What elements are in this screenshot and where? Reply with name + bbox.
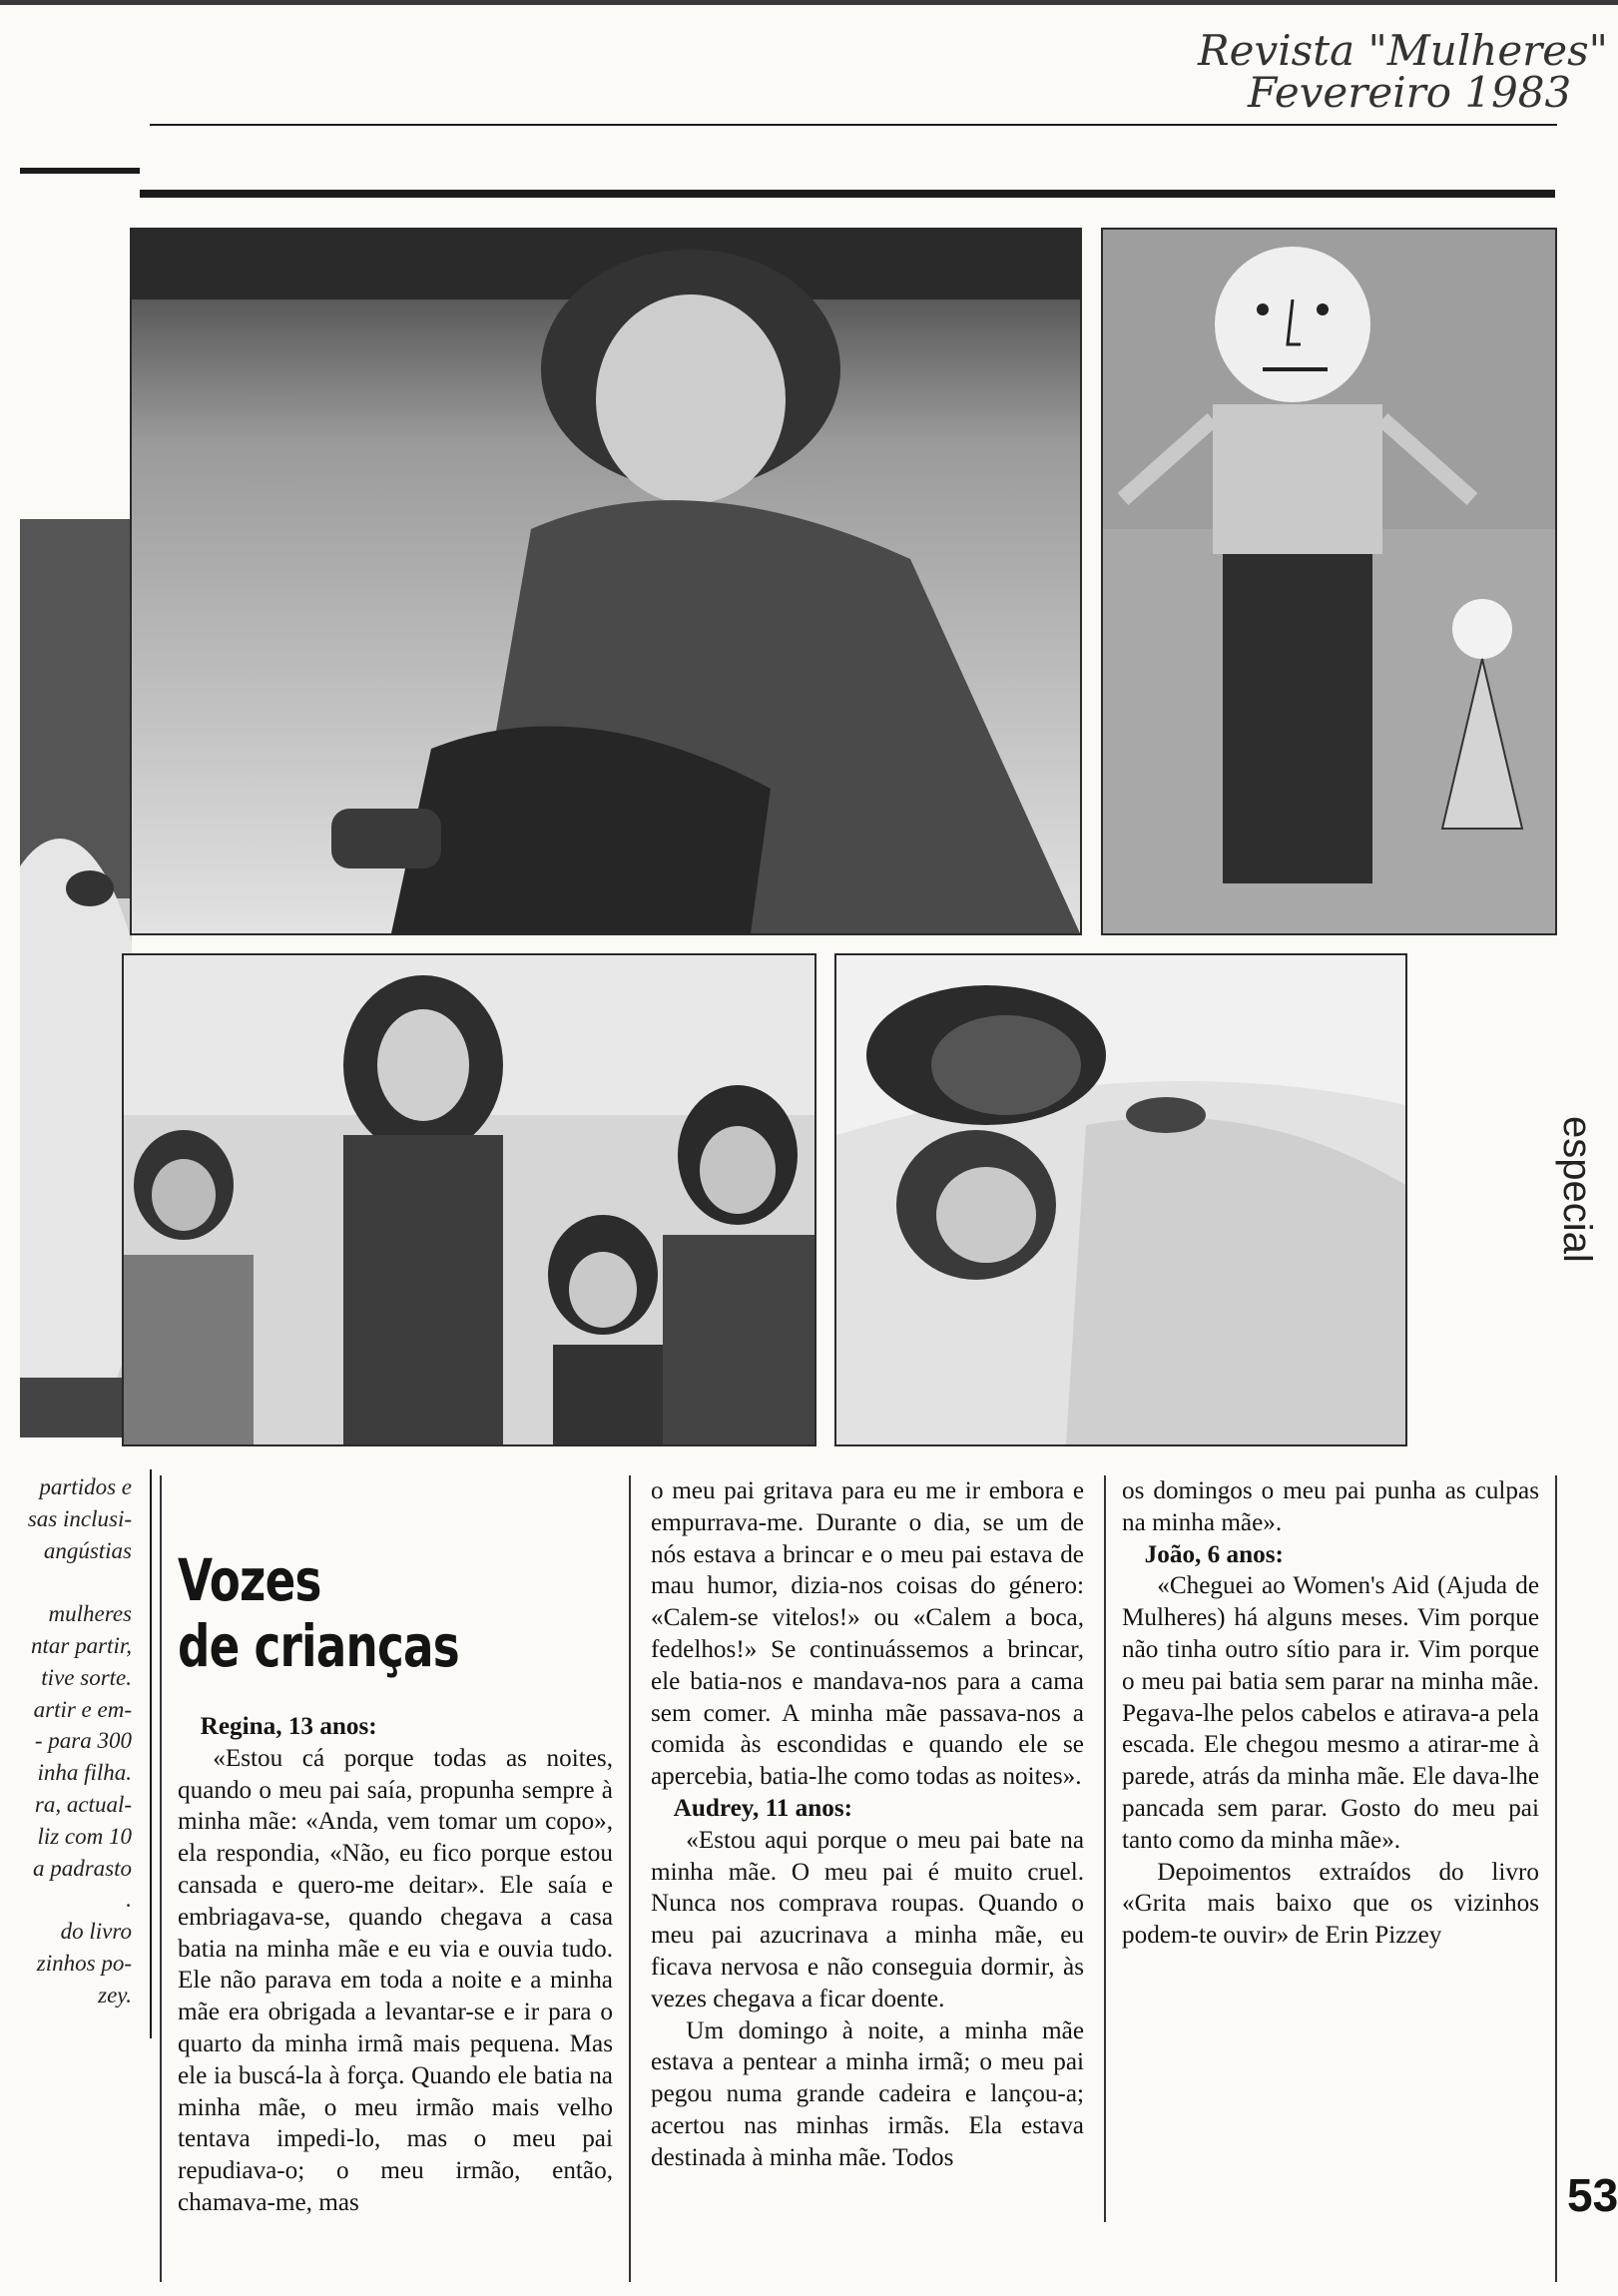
paragraph: o meu pai gritava para eu me ir embora e empurrava-me. Durante o dia, se um de nós estava a brincar e o meu pai estava de mau humor, dizia-nos coisas do género: «Calem-se vitelos!» ou «Calem a boca, fedelhos!» Se continuássemos a brincar, ele batia-nos e mandava-nos para a cama sem comer. A minha mãe passava-nos a comida às escondidas e quando ele se apercebia, batia-lhe como todas as noites». (651, 1477, 1084, 1791)
article-column-3 (1122, 1475, 1539, 1952)
article-title-line2: de crianças (178, 1612, 459, 1680)
photo-four-children (122, 953, 816, 1446)
paragraph: «Cheguei ao Women's Aid (Ajuda de Mulheres) há alguns meses. Vim porque não tinha outro sítio para ir. Vim porque o meu pai batia sem parar na minha mãe. Pegava-lhe pelos cabelos e atirava-a pela escada. Ele chegou mesmo a atirar-me à parede, atrás da minha mãe. Ele dava-lhe pancada sem parar. Gosto do meu pai tanto como da minha mãe». (1122, 1572, 1539, 1854)
paragraph: os domingos o meu pai punha as culpas na minha mãe». (1122, 1477, 1539, 1536)
left-fragment-line: . (126, 1887, 132, 1913)
left-fragment-line: - para 300 (34, 1728, 132, 1754)
left-clipped-photo (20, 519, 132, 1437)
photo-girl-sitting (130, 228, 1082, 935)
column-rule-3 (1104, 1475, 1106, 2222)
left-clipped-text (0, 1471, 132, 2011)
speaker-joao: João, 6 anos: (1144, 1540, 1284, 1568)
header-rule-thin (150, 124, 1557, 126)
speaker-regina: Regina, 13 anos: (200, 1713, 377, 1740)
column-rule-1 (160, 1475, 162, 2282)
left-fragment-line: a padrasto (32, 1855, 132, 1881)
left-fragment-line: sas inclusi- (27, 1505, 132, 1531)
speaker-audrey: Audrey, 11 anos: (673, 1794, 853, 1822)
left-fragment-line: artir e em- (33, 1696, 132, 1722)
left-fragment-line: do livro (60, 1919, 132, 1945)
article-title-line1: Vozes (178, 1546, 321, 1614)
photo-sleeping-children (834, 953, 1407, 1446)
column-rule-2 (629, 1475, 631, 2282)
article-column-2 (651, 1475, 1084, 2174)
paragraph: Um domingo à noite, a minha mãe estava a pentear a minha irmã; o meu pai pegou numa grande cadeira e lançou-a; acertou nas minhas irmãs. Ela estava destinada à minha mãe. Todos (651, 2016, 1084, 2171)
top-edge-rule (0, 0, 1618, 5)
left-fragment-line: mulheres (48, 1601, 132, 1627)
left-fragment-line (0, 1566, 132, 1598)
paragraph: «Estou cá porque todas as noites, quando o meu pai saía, propunha sempre à minha mãe: «Anda, vem tomar um copo», ela respondia, «Não, eu fico porque estou cansada e quero-me deitar». Ele saía e embriagava-se, quando chegava a casa batia na minha mãe e eu via e ouvia tudo. Ele não parava em toda a noite e a minha mãe era obrigada a levantar-se e ir para o quarto da minha irmã mais pequena. Mas ele ia buscá-la à força. Quando ele batia na minha mãe, o meu irmão mais velho tentava impedi-lo, mas o meu pai repudiava-o; o meu irmão, então, chamava-me, mas (178, 1744, 613, 2216)
section-label-especial: especial (1555, 1116, 1599, 1263)
left-fragment-line: zey. (98, 1982, 132, 2008)
article-column-1 (178, 1711, 613, 2219)
left-fragment-line: tive sorte. (41, 1664, 132, 1690)
column-rule-4 (1555, 1475, 1557, 2282)
left-fragment-line: angústias (43, 1537, 132, 1563)
left-fragment-line: inha filha. (37, 1760, 132, 1786)
handwritten-date: Fevereiro 1983 (1248, 68, 1572, 117)
left-fragment-line: zinhos po- (36, 1950, 132, 1976)
left-edge-rule (20, 168, 140, 174)
photo-child-drawing (1101, 228, 1557, 935)
source-note: Depoimentos extraídos do livro «Grita mais baixo que os vizinhos podem-te ouvir» de Erin Pizzey (1122, 1858, 1539, 1950)
left-fragment-line: ntar partir, (31, 1632, 132, 1658)
left-fragment-line: partidos e (39, 1474, 132, 1499)
handwritten-source: Revista "Mulheres" (1198, 26, 1608, 75)
left-fragment-line: ra, actual- (34, 1791, 132, 1817)
left-page-separator (150, 1469, 152, 2038)
paragraph: «Estou aqui porque o meu pai bate na minha mãe. O meu pai é muito cruel. Nunca nos comprava roupas. Quando o meu pai azucrinava a minha mãe, eu ficava nervosa e não conseguia dormir, às vezes chegava a ficar doente. (651, 1826, 1084, 2012)
left-fragment-line: liz com 10 (37, 1823, 132, 1849)
page-number: 53 (1567, 2169, 1618, 2221)
header-rule-thick (140, 190, 1555, 198)
